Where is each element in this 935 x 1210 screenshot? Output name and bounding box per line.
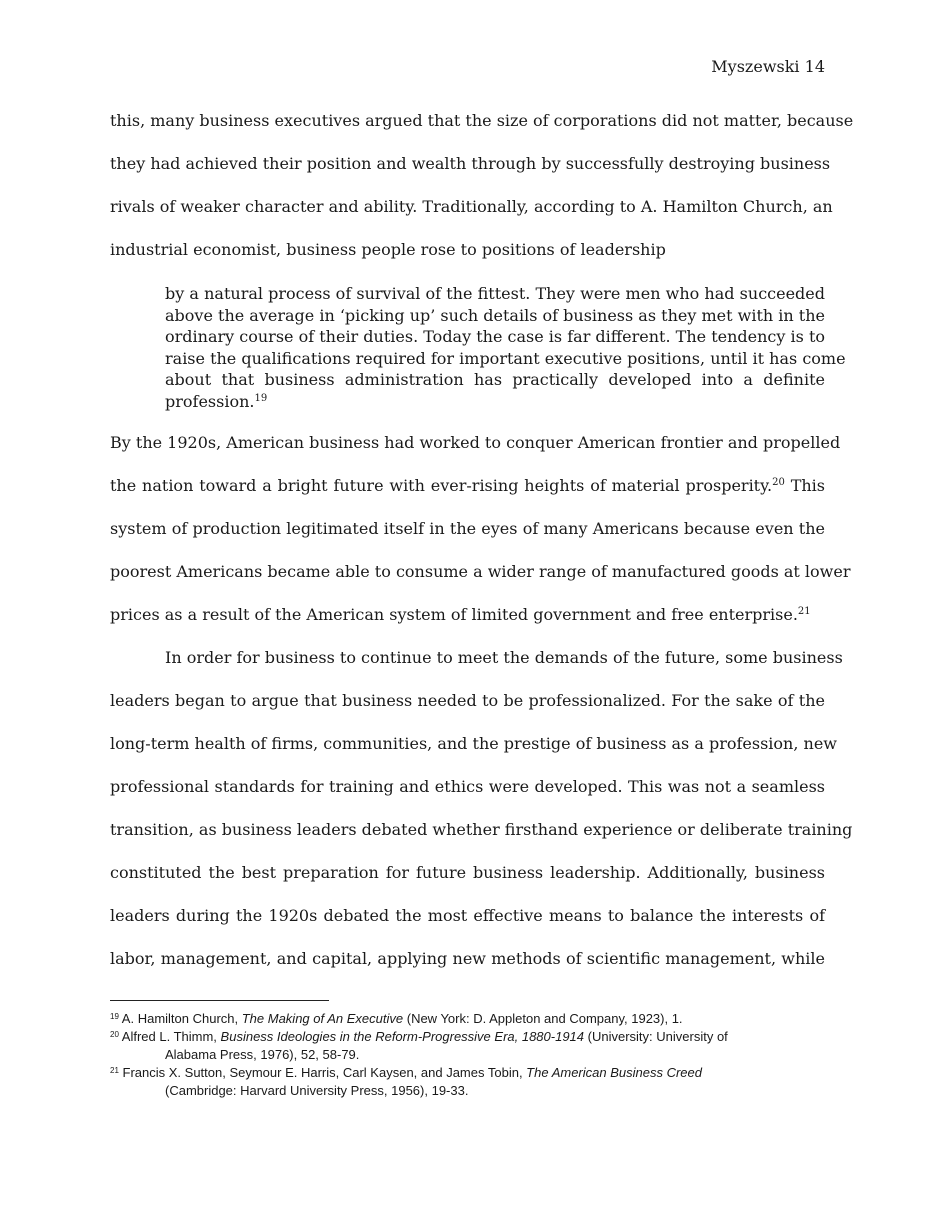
footnote-number: 21 [110,1066,119,1075]
footnote-text: (University: University of [584,1029,728,1044]
paragraph-3 [110,647,853,991]
text-line: industrial economist, business people rose to positions of leadership [110,240,666,259]
text-line: labor, management, and capital, applying new methods of scientific management, while [110,949,825,968]
text-line [110,475,825,518]
footnote-20 [110,1028,825,1064]
paragraph-2 [110,432,851,647]
text-line: leaders began to argue that business needed to be professionalized. For the sake of the [110,691,825,710]
text-line: system of production legitimated itself in the eyes of many Americans because even the [110,519,825,538]
footnote-text: Francis X. Sutton, Seymour E. Harris, Carl Kaysen, and James Tobin, [118,1065,527,1080]
text-line: long-term health of firms, communities, and the prestige of business as a profession, new [110,734,837,753]
running-head: Myszewski 14 [711,57,825,76]
text-line [110,604,825,647]
footnote-title: The American Business Creed [526,1065,702,1080]
footnote-text: (New York: D. Appleton and Company, 1923), 1. [403,1011,683,1026]
text-line: this, many business executives argued that the size of corporations did not matter, because [110,111,854,130]
quote-line: raise the qualifications required for important executive positions, until it has come [165,348,846,368]
footnote-continuation: (Cambridge: Harvard University Press, 1956), 19-33. [165,1083,469,1098]
quote-line: ordinary course of their duties. Today the case is far different. The tendency is to [165,327,825,347]
quote-line-text: profession. [165,391,255,411]
footnote-title: The Making of An Executive [241,1011,404,1026]
text-line-text: the nation toward a bright future with ever-rising heights of material prosperity. [110,476,773,495]
text-line: rivals of weaker character and ability. Traditionally, according to A. Hamilton Church, an [110,197,833,216]
footnote-continuation: Alabama Press, 1976), 52, 58-79. [165,1047,360,1062]
footnote-number: 20 [110,1030,119,1039]
footnote-title: Business Ideologies in the Reform-Progressive Era, 1880-1914 [220,1029,585,1044]
footnote-19 [110,1010,825,1028]
footnote-text: Alfred L. Thimm, [118,1029,221,1044]
text-line-tail: This [784,476,826,495]
text-line: constituted the best preparation for future business leadership. Additionally, business [110,863,825,882]
footnote-number: 19 [110,1012,119,1021]
quote-line: by a natural process of survival of the fittest. They were men who had succeeded [165,284,825,303]
footnote-text: A. Hamilton Church, [118,1011,242,1026]
quote-line: about that business administration has practically developed into a definite [165,370,825,390]
text-line: In order for business to continue to meet the demands of the future, some business [165,648,843,667]
quote-line [165,391,825,413]
footnote-21 [110,1064,825,1100]
footnotes [110,1010,825,1100]
text-line: By the 1920s, American business had worked to conquer American frontier and propelled [110,433,841,452]
footnote-ref-19[interactable]: 19 [254,392,268,404]
text-line: transition, as business leaders debated whether firsthand experience or deliberate training [110,820,853,839]
text-line: they had achieved their position and wealth through by successfully destroying business [110,154,831,173]
quote-line: above the average in ‘picking up’ such details of business as they met with in the [165,305,825,325]
text-line-text: prices as a result of the American system of limited government and free enterprise. [110,605,798,624]
text-line: leaders during the 1920s debated the most effective means to balance the interests of [110,906,825,925]
footnote-ref-21[interactable]: 21 [797,606,811,617]
text-line: professional standards for training and ethics were developed. This was not a seamless [110,777,825,796]
text-line: poorest Americans became able to consume a wider range of manufactured goods at lower [110,562,851,581]
block-quote [165,283,846,413]
footnote-ref-20[interactable]: 20 [772,477,785,488]
paragraph-1 [110,110,854,282]
footnote-separator [110,1000,329,1001]
